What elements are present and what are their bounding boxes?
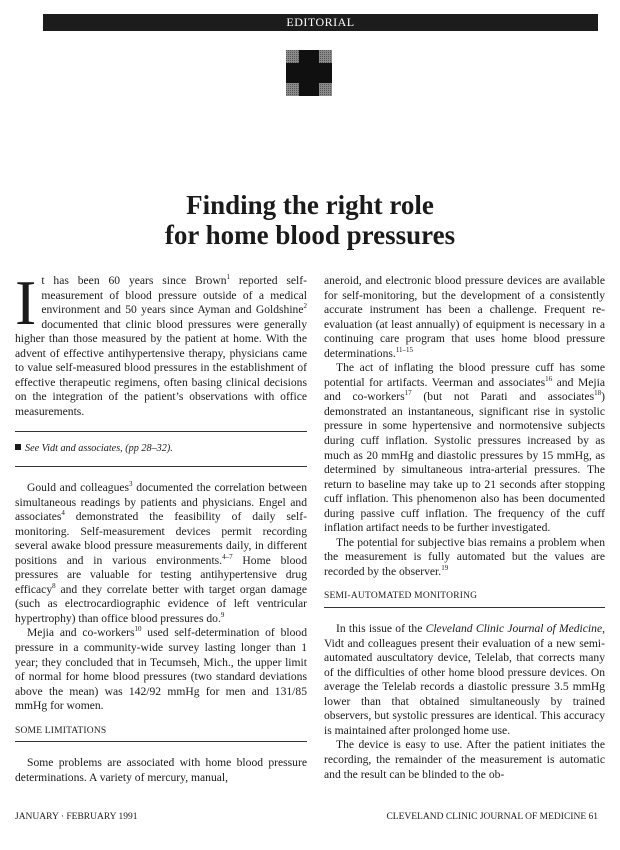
square-bullet-icon bbox=[15, 444, 21, 450]
text-run: (but not Parati and associates bbox=[411, 390, 595, 404]
paragraph bbox=[15, 481, 307, 626]
text-run: and they correlate better with target organ damage (such as electrocardiographic evidence of left ventricular hypertrophy) than office blood pressures do. bbox=[15, 582, 307, 625]
citation-ref: 1 bbox=[226, 273, 231, 282]
text-run: demonstrated the feasibility of daily self-monitoring. Self-measurement devices permit recording several awake blood pressure measurements daily, in different positions and in various environments. bbox=[15, 510, 307, 567]
text-run: In this issue of the bbox=[336, 622, 426, 636]
citation-ref: 10 bbox=[134, 625, 142, 634]
text-run: t has been 60 years since Brown bbox=[41, 274, 227, 287]
text-run: reported self-measurement of blood pressure outside of a medical environment and 50 years since Ayman and Goldshine bbox=[41, 274, 307, 317]
paragraph bbox=[324, 536, 605, 580]
text-run: Mejia and co-workers bbox=[27, 626, 135, 640]
title-line-2: for home blood pressures bbox=[164, 220, 456, 250]
paragraph bbox=[324, 361, 605, 536]
paragraph bbox=[324, 274, 605, 361]
text-run: , Vidt and colleagues present their evaluation of a new semi-automated auscultatory device, Telelab, that corrects many of the difficulties of other home blood pressure devices. On average the Telelab records a diastolic pressure 3.5 mmHg lower than that obtained simultaneously by trained observers, but systolic pressures are identical. This accuracy is maintained after prolonged home use. bbox=[324, 622, 605, 737]
citation-ref: 11–15 bbox=[395, 345, 414, 354]
citation-ref: 4 bbox=[61, 509, 65, 518]
text-run: used self-determination of blood pressure in a community-wide survey lasting longer than 1 year; they concluded that in Tecumseh, Mich., the upper limit of normal for home blood pressures (two standard deviations above the mean) was 142/92 mmHg for men and 131/85 mmHg for women. bbox=[15, 626, 307, 713]
paragraph bbox=[15, 756, 307, 785]
title-line-1: Finding the right role bbox=[186, 190, 434, 220]
text-run: The device is easy to use. After the patient initiates the recording, the remainder of the measurement is automatic and the result can be blinded to the ob- bbox=[324, 738, 605, 781]
paragraph bbox=[15, 626, 307, 713]
drop-cap: I bbox=[15, 267, 37, 338]
text-run: documented that clinic blood pressures were generally higher than those measured by the patient at home. With the advent of effective antihypertensive therapy, physicians came to value self-measured blood pressures in the establishment of effective therapeutic regimens, often basing clinical decisions on the integration of the patient’s observations with office measurements. bbox=[15, 317, 307, 418]
text-run: Gould and colleagues bbox=[27, 481, 130, 495]
citation-ref: 3 bbox=[129, 480, 133, 489]
text-run: aneroid, and electronic blood pressure devices are available for self-monitoring, but the development of a consistently accurate instrument has been a challenge. Frequent re-evaluation (at least annually) of equipment is necessary in a continuing care program that uses home blood pressure determinations. bbox=[324, 274, 605, 360]
paragraph bbox=[324, 622, 605, 738]
text-run: documented the correlation between simultaneous readings by patients and physicians. Engel and associates bbox=[15, 481, 307, 524]
see-also-note: See Vidt and associates, (pp 28–32). bbox=[15, 432, 307, 466]
footer-date: JANUARY · FEBRUARY 1991 bbox=[15, 812, 138, 822]
citation-ref: 16 bbox=[545, 374, 553, 383]
text-run: The act of inflating the blood pressure cuff has some potential for artifacts. Veerman and associates bbox=[324, 361, 605, 389]
text-run: ) demonstrated an instantaneous, significant rise in systolic pressure in some hypertensive and normotensive subjects during cuff inflation. Systolic pressures increased by as much as 20 mmHg and diastolic pressures by 15 mmHg, as determined by simultaneous intra-arterial pressures. The return to baseline may take up to 21 seconds after stopping cuff inflation. This phenomenon also has been documented during passive cuff inflation. The frequency of the cuff inflation artifact needs to be further investigated. bbox=[324, 390, 605, 535]
citation-ref: 9 bbox=[220, 611, 225, 620]
journal-emblem bbox=[282, 46, 336, 100]
section-banner: EDITORIAL bbox=[43, 14, 598, 31]
citation-ref: 17 bbox=[404, 389, 412, 398]
citation-ref: 18 bbox=[594, 389, 602, 398]
journal-name: Cleveland Clinic Journal of Medicine bbox=[425, 622, 603, 636]
text-run: Home blood pressures are valuable for testing antihypertensive drug efficacy bbox=[15, 553, 307, 596]
intro-paragraph bbox=[15, 267, 307, 419]
citation-ref: 4–7 bbox=[222, 552, 233, 561]
right-column bbox=[324, 274, 605, 782]
section-heading: SEMI-AUTOMATED MONITORING bbox=[324, 587, 605, 608]
article-title bbox=[60, 190, 560, 250]
text-run: The potential for subjective bias remains a problem when the measurement is fully automated but the values are recorded by the observer. bbox=[324, 535, 605, 578]
text-run: Some problems are associated with home blood pressure determinations. A variety of mercury, manual, bbox=[15, 756, 307, 784]
citation-ref: 19 bbox=[441, 564, 449, 573]
section-heading: SOME LIMITATIONS bbox=[15, 722, 307, 743]
text-run: and Mejia and co-workers bbox=[324, 375, 605, 404]
paragraph bbox=[324, 738, 605, 782]
citation-ref: 8 bbox=[52, 581, 56, 590]
citation-ref: 2 bbox=[303, 302, 307, 311]
left-column bbox=[15, 267, 307, 785]
footer-journal-page: CLEVELAND CLINIC JOURNAL OF MEDICINE 61 bbox=[386, 812, 598, 822]
